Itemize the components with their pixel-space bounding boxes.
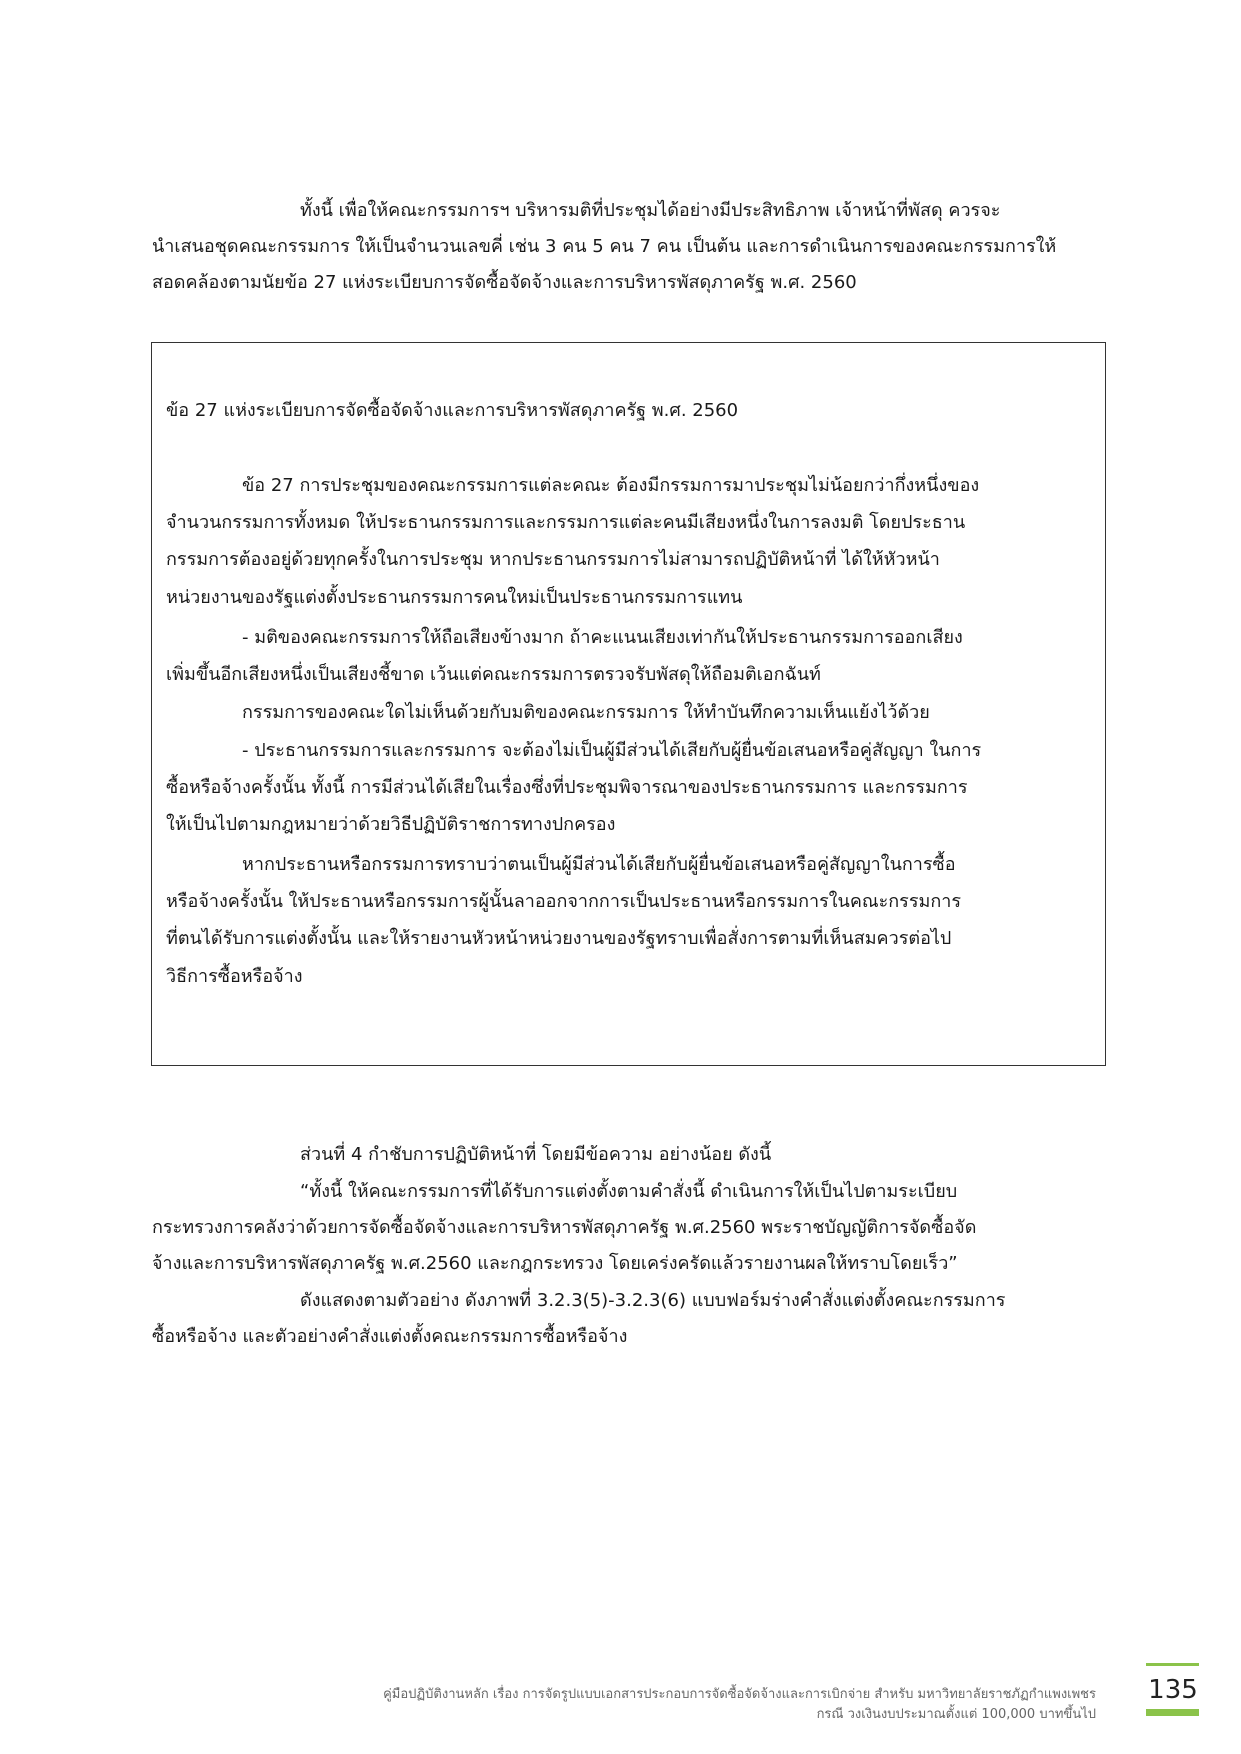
section4-quote-line: “ทั้งนี้ ให้คณะกรรมการที่ได้รับการแต่งตั้งตามคำสั่งนี้ ดำเนินการให้เป็นไปตามระเบียบ [300,1181,958,1202]
regulation-line: - มติของคณะกรรมการให้ถือเสียงข้างมาก ถ้าคะแนนเสียงเท่ากันให้ประธานกรรมการออกเสียง [242,627,963,648]
regulation-line: ให้เป็นไปตามกฎหมายว่าด้วยวิธีปฏิบัติราชการทางปกครอง [166,814,616,835]
regulation-line: หน่วยงานของรัฐแต่งตั้งประธานกรรมการคนใหม่เป็นประธานกรรมการแทน [166,587,743,608]
regulation-line: เพิ่มขึ้นอีกเสียงหนึ่งเป็นเสียงชี้ขาด เว้นแต่คณะกรรมการตรวจรับพัสดุให้ถือมติเอกฉันท์ [166,664,821,685]
regulation-line: กรรมการต้องอยู่ด้วยทุกครั้งในการประชุม หากประธานกรรมการไม่สามารถปฏิบัติหน้าที่ ได้ให้หัวหน้า [166,549,940,570]
footer-budget-note: กรณี วงเงินงบประมาณตั้งแต่ 100,000 บาทขึ้นไป [816,1707,1096,1722]
intro-line-1: ทั้งนี้ เพื่อให้คณะกรรมการฯ บริหารมติที่ประชุมได้อย่างมีประสิทธิภาพ เจ้าหน้าที่พัสดุ ควรจะ [300,200,1001,221]
section4-heading: ส่วนที่ 4 กำชับการปฏิบัติหน้าที่ โดยมีข้อความ อย่างน้อย ดังนี้ [300,1144,772,1165]
section4-quote-line: จ้างและการบริหารพัสดุภาครัฐ พ.ศ.2560 และกฎกระทรวง โดยเคร่งครัดแล้วรายงานผลให้ทราบโดยเร็ว” [152,1253,958,1274]
section4-example-line: ดังแสดงตามตัวอย่าง ดังภาพที่ 3.2.3(5)-3.2.3(6) แบบฟอร์มร่างคำสั่งแต่งตั้งคณะกรรมการ [300,1290,1006,1311]
regulation-line: - ประธานกรรมการและกรรมการ จะต้องไม่เป็นผู้มีส่วนได้เสียกับผู้ยื่นข้อเสนอหรือคู่สัญญา ในการ [242,740,982,761]
footer-manual-title: คู่มือปฏิบัติงานหลัก เรื่อง การจัดรูปแบบเอกสารประกอบการจัดซื้อจัดจ้างและการเบิกจ่าย สำหรับ มหาวิทยาลัยราชภัฏกำแพงเพชร [383,1687,1096,1702]
regulation-line: ข้อ 27 การประชุมของคณะกรรมการแต่ละคณะ ต้องมีกรรมการมาประชุมไม่น้อยกว่ากึ่งหนึ่งของ [242,475,980,496]
regulation-box-title: ข้อ 27 แห่งระเบียบการจัดซื้อจัดจ้างและการบริหารพัสดุภาครัฐ พ.ศ. 2560 [166,400,739,421]
page-number: 135 [1148,1675,1198,1705]
intro-line-3: สอดคล้องตามนัยข้อ 27 แห่งระเบียบการจัดซื้อจัดจ้างและการบริหารพัสดุภาครัฐ พ.ศ. 2560 [152,272,857,293]
regulation-line: กรรมการของคณะใดไม่เห็นด้วยกับมติของคณะกรรมการ ให้ทำบันทึกความเห็นแย้งไว้ด้วย [242,702,930,723]
page-number-bottom-rule [1146,1709,1199,1716]
intro-line-2: นำเสนอชุดคณะกรรมการ ให้เป็นจำนวนเลขคี่ เช่น 3 คน 5 คน 7 คน เป็นต้น และการดำเนินการของคณะกรรมการให้ [152,236,1057,257]
regulation-line: ที่ตนได้รับการแต่งตั้งนั้น และให้รายงานหัวหน้าหน่วยงานของรัฐทราบเพื่อสั่งการตามที่เห็นสมควรต่อไป [166,928,952,949]
regulation-line: จำนวนกรรมการทั้งหมด ให้ประธานกรรมการและกรรมการแต่ละคนมีเสียงหนึ่งในการลงมติ โดยประธาน [166,512,966,533]
section4-quote-line: กระทรวงการคลังว่าด้วยการจัดซื้อจัดจ้างและการบริหารพัสดุภาครัฐ พ.ศ.2560 พระราชบัญญัติการจัดซื้อจัด [152,1217,977,1238]
regulation-line: หากประธานหรือกรรมการทราบว่าตนเป็นผู้มีส่วนได้เสียกับผู้ยื่นข้อเสนอหรือคู่สัญญาในการซื้อ [242,854,956,875]
page-number-top-rule [1146,1663,1199,1666]
regulation-line: ซื้อหรือจ้างครั้งนั้น ทั้งนี้ การมีส่วนได้เสียในเรื่องซึ่งที่ประชุมพิจารณาของประธานกรรมการ และกรรมการ [166,777,968,798]
regulation-line: วิธีการซื้อหรือจ้าง [166,966,303,987]
section4-example-line: ซื้อหรือจ้าง และตัวอย่างคำสั่งแต่งตั้งคณะกรรมการซื้อหรือจ้าง [152,1326,628,1347]
regulation-line: หรือจ้างครั้งนั้น ให้ประธานหรือกรรมการผู้นั้นลาออกจากการเป็นประธานหรือกรรมการในคณะกรรมการ [166,891,962,912]
